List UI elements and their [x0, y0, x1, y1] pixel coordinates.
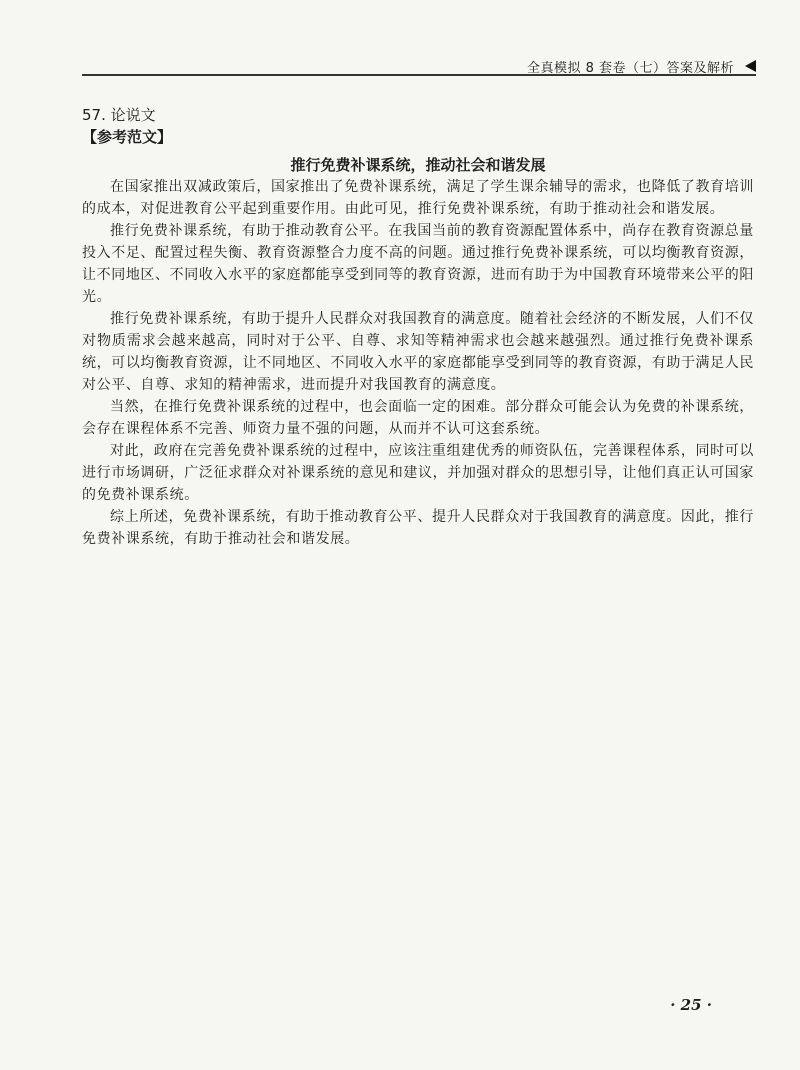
essay-paragraph: 综上所述，免费补课系统，有助于推动教育公平、提升人民群众对于我国教育的满意度。因此，推行免费补课系统，有助于推动社会和谐发展。 [82, 509, 754, 547]
essay-title: 推行免费补课系统，推动社会和谐发展 [290, 156, 546, 174]
page-number: · 25 · [670, 996, 712, 1014]
essay-paragraph: 推行免费补课系统，有助于推动教育公平。在我国当前的教育资源配置体系中，尚存在教育资源总量投入不足、配置过程失衡、教育资源整合力度不高的问题。通过推行免费补课系统，可以均衡教育资源，让不同地区、不同收入水平的家庭都能享受到同等的教育资源，进而有助于为中国教育环境带来公平的阳光。 [82, 223, 754, 305]
running-header-title: 全真模拟 8 套卷（七）答案及解析 [526, 61, 734, 76]
essay-body [82, 176, 754, 550]
essay-paragraph: 在国家推出双减政策后，国家推出了免费补课系统，满足了学生课余辅导的需求，也降低了教育培训的成本，对促进教育公平起到重要作用。由此可见，推行免费补课系统，有助于推动社会和谐发展。 [82, 179, 754, 217]
section-label: 【参考范文】 [82, 128, 173, 146]
header-divider [82, 74, 756, 76]
essay-paragraph: 对此，政府在完善免费补课系统的过程中，应该注重组建优秀的师资队伍，完善课程体系，同时可以进行市场调研，广泛征求群众对补课系统的意见和建议，并加强对群众的思想引导，让他们真正认可国家的免费补课系统。 [82, 443, 754, 503]
triangle-marker-icon [745, 60, 756, 72]
question-number: 57. 论说文 [82, 106, 156, 124]
essay-paragraph: 推行免费补课系统，有助于提升人民群众对我国教育的满意度。随着社会经济的不断发展，人们不仅对物质需求会越来越高，同时对于公平、自尊、求知等精神需求也会越来越强烈。通过推行免费补课系统，可以均衡教育资源，让不同地区、不同收入水平的家庭都能享受到同等的教育资源，有助于满足人民对公平、自尊、求知的精神需求，进而提升对我国教育的满意度。 [82, 311, 754, 393]
essay-paragraph: 当然，在推行免费补课系统的过程中，也会面临一定的困难。部分群众可能会认为免费的补课系统，会存在课程体系不完善、师资力量不强的问题，从而并不认可这套系统。 [82, 399, 754, 437]
